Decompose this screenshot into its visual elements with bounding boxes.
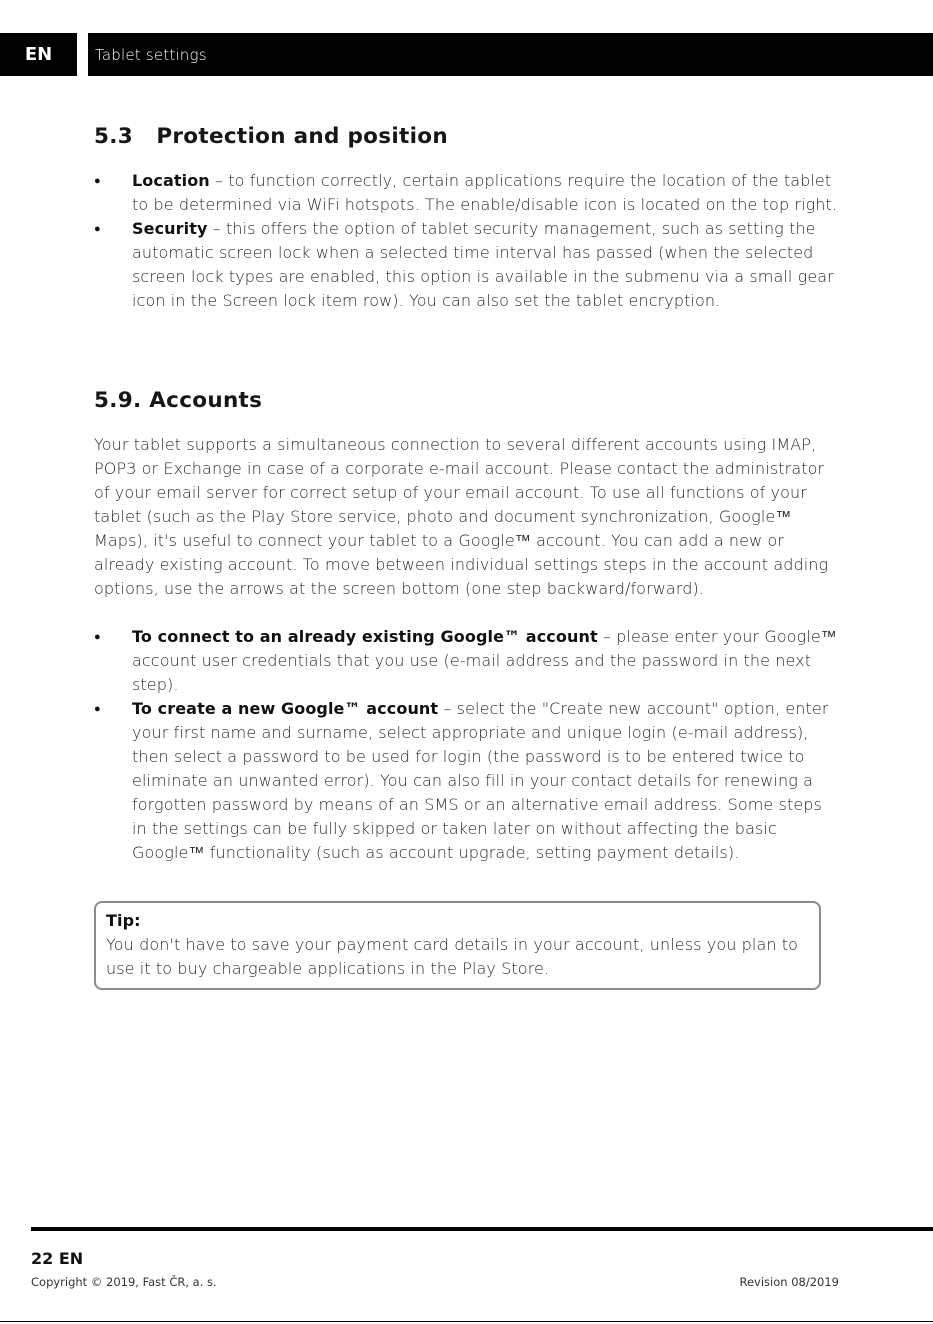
list-item-text: – select the "Create new account" option, enter your first name and surname, select appropriate and unique login (e-mail address), then select a password to be used for login (the password is to be entered twice to eliminate an unwanted error). You can also fill in your contact details for renewing a forgotten password by means of an SMS or an alternative email address. Some steps in the settings can be fully skipped or taken later on without affecting the basic Google™ functionality (such as account upgrade, setting payment details). — [132, 699, 829, 862]
list-item-text: – this offers the option of tablet security management, such as setting the automatic screen lock when a selected time interval has passed (when the selected screen lock types are enabled, this option is available in the submenu via a small gear icon in the Screen lock item row). You can also set the tablet encryption. — [132, 219, 834, 310]
header-separator — [77, 33, 88, 76]
revision-text: Revision 08/2019 — [739, 1275, 839, 1289]
bottom-divider — [0, 1321, 933, 1322]
footer-divider — [31, 1227, 933, 1231]
protection-list — [94, 169, 839, 313]
list-item-term: To connect to an already existing Google™ account — [132, 627, 598, 646]
list-item-location — [94, 169, 839, 217]
tip-box — [94, 901, 821, 990]
language-tag: EN — [24, 44, 53, 65]
tip-title: Tip: — [106, 911, 141, 930]
list-item-text: – to function correctly, certain applications require the location of the tablet to be determined via WiFi hotspots. The enable/disable icon is located on the top right. — [132, 171, 838, 214]
list-item-term: Location — [132, 171, 210, 190]
section-heading-accounts: 5.9. Accounts — [94, 388, 263, 413]
list-item-text: – please enter your Google™ account user credentials that you use (e-mail address and the password in the next step). — [132, 627, 837, 694]
section-heading-protection: 5.3 Protection and position — [94, 124, 448, 149]
list-item-create-new — [94, 697, 839, 865]
copyright-text: Copyright © 2019, Fast ČR, a. s. — [31, 1275, 217, 1289]
page-number: 22 EN — [31, 1249, 84, 1268]
accounts-list — [94, 625, 839, 865]
accounts-intro: Your tablet supports a simultaneous connection to several different accounts using IMAP, POP3 or Exchange in case of a corporate e-mail account. Please contact the administrator of your email server for correct setup of your email account. To use all functions of your tablet (such as the Play Store service, photo and document synchronization, Google™ Maps), it's useful to connect your tablet to a Google™ account. You can add a new or already existing account. To move between individual settings steps in the account adding options, use the arrows at the screen bottom (one step backward/forward). — [94, 435, 829, 598]
tip-text: You don't have to save your payment card details in your account, unless you plan to use it to buy chargeable applications in the Play Store. — [106, 935, 799, 978]
list-item-connect-existing — [94, 625, 839, 697]
list-item-term: Security — [132, 219, 208, 238]
list-item-term: To create a new Google™ account — [132, 699, 439, 718]
list-item-security — [94, 217, 839, 313]
header-title: Tablet settings — [95, 46, 207, 64]
page-header — [0, 33, 933, 76]
